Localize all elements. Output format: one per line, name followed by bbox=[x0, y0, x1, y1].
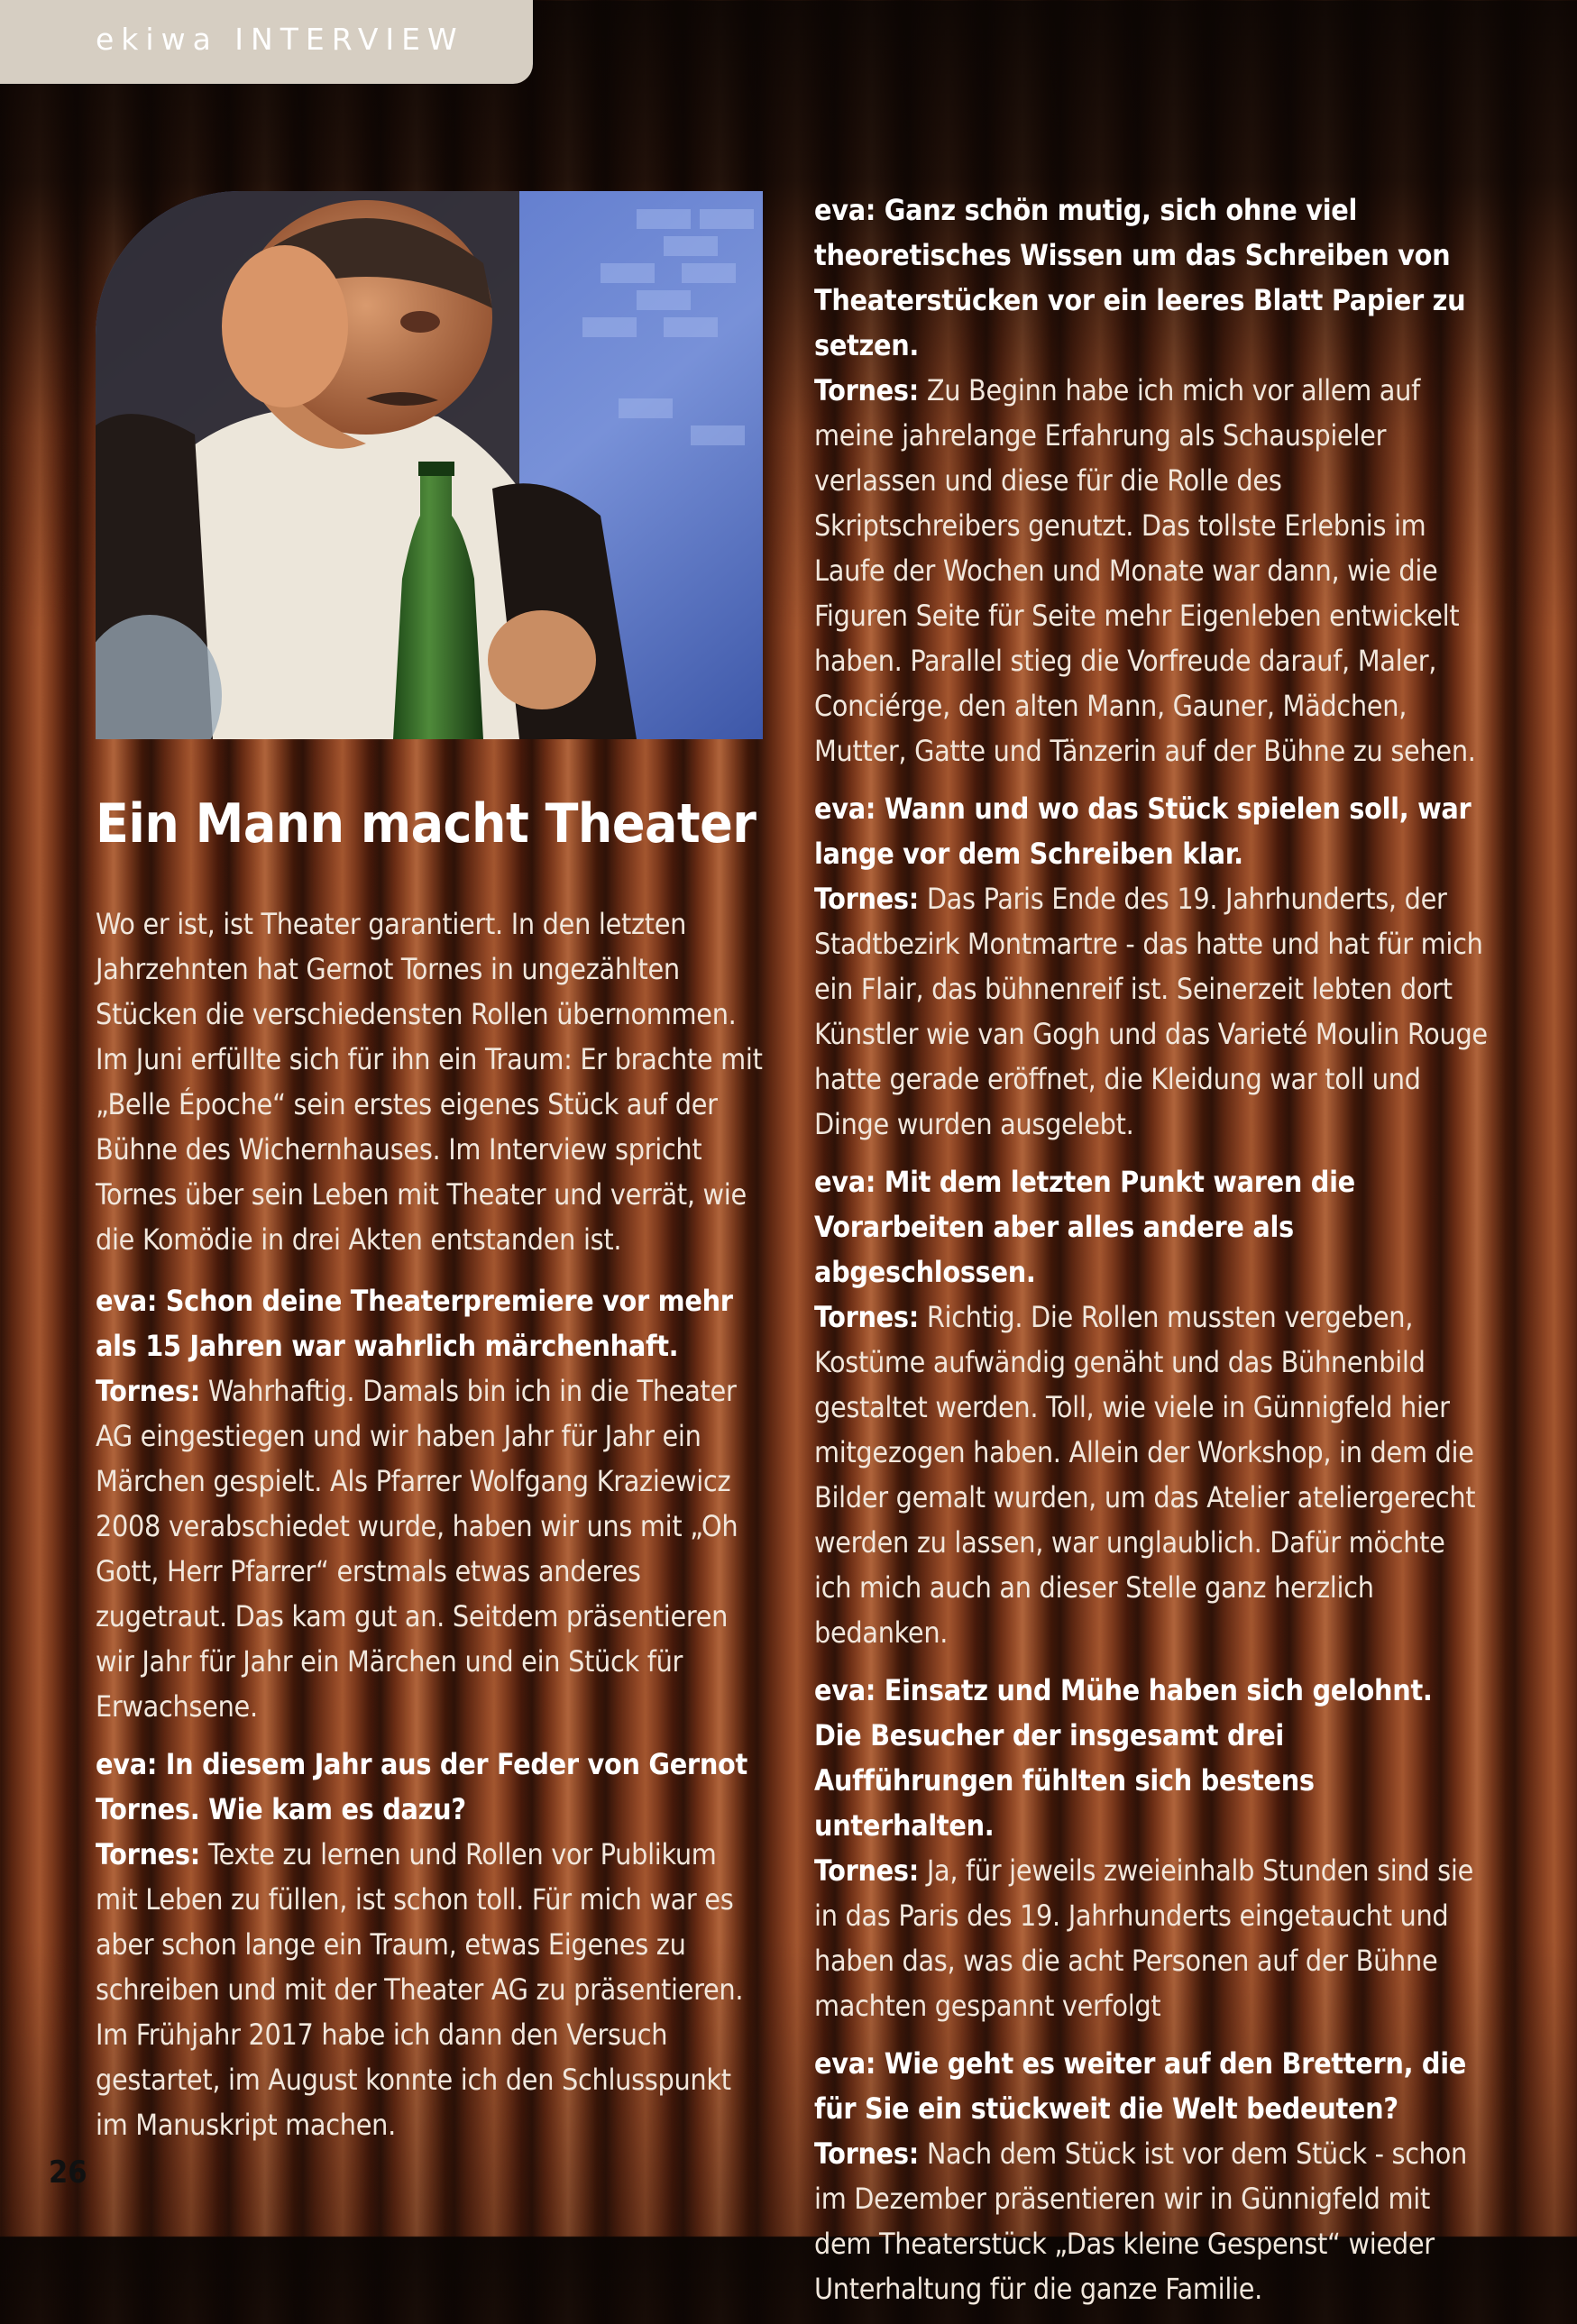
article-photo bbox=[96, 191, 763, 739]
speaker-label: Tornes: bbox=[814, 373, 919, 407]
qa-block bbox=[814, 786, 1488, 1147]
interview-question: eva: Wie geht es weiter auf den Brettern, die für Sie ein stückweit die Welt bedeuten? bbox=[814, 2046, 1467, 2126]
qa-block bbox=[814, 2041, 1488, 2311]
interview-question: eva: Schon deine Theaterpremiere vor mehr als 15 Jahren war wahrlich märchenhaft. bbox=[96, 1284, 733, 1363]
interview-answer: Zu Beginn habe ich mich vor allem auf meine jahrelange Erfahrung als Schauspieler verlassen und diese für die Rolle des Skriptschreibers genutzt. Das tollste Erlebnis im Laufe der Wochen und Monate war dann, wie die Figuren Seite für Seite mehr Eigenleben entwickelt haben. Parallel stieg die Vorfreude darauf, Maler, Conciérge, den alten Mann, Gauner, Mädchen, Mutter, Gatte und Tänzerin auf der Bühne zu sehen. bbox=[814, 373, 1476, 768]
article-title: Ein Mann macht Theater bbox=[96, 792, 756, 855]
interview-answer: Nach dem Stück ist vor dem Stück - schon im Dezember präsentieren wir in Günnigfeld mit dem Theaterstück „Das kleine Gespenst“ wieder Unterhaltung für die ganze Familie. bbox=[814, 2136, 1467, 2306]
speaker-label: Tornes: bbox=[814, 1300, 919, 1334]
left-column bbox=[96, 901, 763, 2160]
interview-answer: Richtig. Die Rollen mussten vergeben, Kostüme aufwändig genäht und das Bühnenbild gestaltet werden. Toll, wie viele in Günnigfeld hier mitgezogen haben. Allein der Workshop, in dem die Bilder gemalt wurden, um das Atelier ateliergerecht werden zu lassen, war unglaublich. Dafür möchte ich mich auch an dieser Stelle ganz herzlich bedanken. bbox=[814, 1300, 1476, 1650]
speaker-label: Tornes: bbox=[814, 882, 919, 916]
article-intro: Wo er ist, ist Theater garantiert. In den letzten Jahrzehnten hat Gernot Tornes in ungezählten Stücken die verschiedensten Rollen übernommen. Im Juni erfüllte sich für ihn ein Traum: Er brachte mit „Belle Époche“ sein erstes eigenes Stück auf der Bühne des Wichernhauses. Im Interview spricht Tornes über sein Leben mit Theater und verrät, wie die Komödie in drei Akten entstanden ist. bbox=[96, 907, 763, 1257]
interview-question: eva: Wann und wo das Stück spielen soll, war lange vor dem Schreiben klar. bbox=[814, 791, 1472, 871]
page-number: 26 bbox=[49, 2155, 87, 2191]
interview-question: eva: In diesem Jahr aus der Feder von Gernot Tornes. Wie kam es dazu? bbox=[96, 1747, 747, 1826]
right-column bbox=[814, 188, 1488, 2324]
section-tab-label: ekiwa INTERVIEW bbox=[96, 22, 464, 57]
speaker-label: Tornes: bbox=[96, 1837, 200, 1871]
qa-block bbox=[96, 1742, 763, 2147]
section-tab bbox=[0, 0, 533, 84]
qa-block bbox=[96, 1278, 763, 1729]
interview-answer: Ja, für jeweils zweieinhalb Stunden sind sie in das Paris des 19. Jahrhunderts eingetaucht und haben das, was die acht Personen auf der Bühne machten gespannt verfolgt bbox=[814, 1853, 1473, 2023]
interview-question: eva: Einsatz und Mühe haben sich gelohnt. Die Besucher der insgesamt drei Aufführungen fühlten sich bestens unterhalten. bbox=[814, 1673, 1433, 1843]
interview-question: eva: Ganz schön mutig, sich ohne viel theoretisches Wissen um das Schreiben von Theaterstücken vor ein leeres Blatt Papier zu setzen. bbox=[814, 193, 1466, 362]
interview-answer: Wahrhaftig. Damals bin ich in die Theater AG eingestiegen und wir haben Jahr für Jahr ein Märchen gespielt. Als Pfarrer Wolfgang Kraziewicz 2008 verabschiedet wurde, haben wir uns mit „Oh Gott, Herr Pfarrer“ erstmals etwas anderes zugetraut. Das kam gut an. Seitdem präsentieren wir Jahr für Jahr ein Märchen und ein Stück für Erwachsene. bbox=[96, 1374, 738, 1724]
interview-answer: Das Paris Ende des 19. Jahrhunderts, der Stadtbezirk Montmartre - das hatte und hat für mich ein Flair, das bühnenreif ist. Seinerzeit lebten dort Künstler wie van Gogh und das Varieté Moulin Rouge hatte gerade eröffnet, die Kleidung war toll und Dinge wurden ausgelebt. bbox=[814, 882, 1488, 1141]
speaker-label: Tornes: bbox=[814, 2136, 919, 2171]
qa-block bbox=[814, 1159, 1488, 1655]
speaker-label: Tornes: bbox=[814, 1853, 919, 1888]
interview-question: eva: Mit dem letzten Punkt waren die Vorarbeiten aber alles andere als abgeschlossen. bbox=[814, 1165, 1355, 1289]
qa-block bbox=[814, 1668, 1488, 2028]
speaker-label: Tornes: bbox=[96, 1374, 200, 1408]
interview-answer: Texte zu lernen und Rollen vor Publikum mit Leben zu füllen, ist schon toll. Für mich war es aber schon lange ein Traum, etwas Eigenes zu schreiben und mit der Theater AG zu präsentieren. Im Frühjahr 2017 habe ich dann den Versuch gestartet, im August konnte ich den Schlusspunkt im Manuskript machen. bbox=[96, 1837, 744, 2142]
qa-block bbox=[814, 188, 1488, 773]
